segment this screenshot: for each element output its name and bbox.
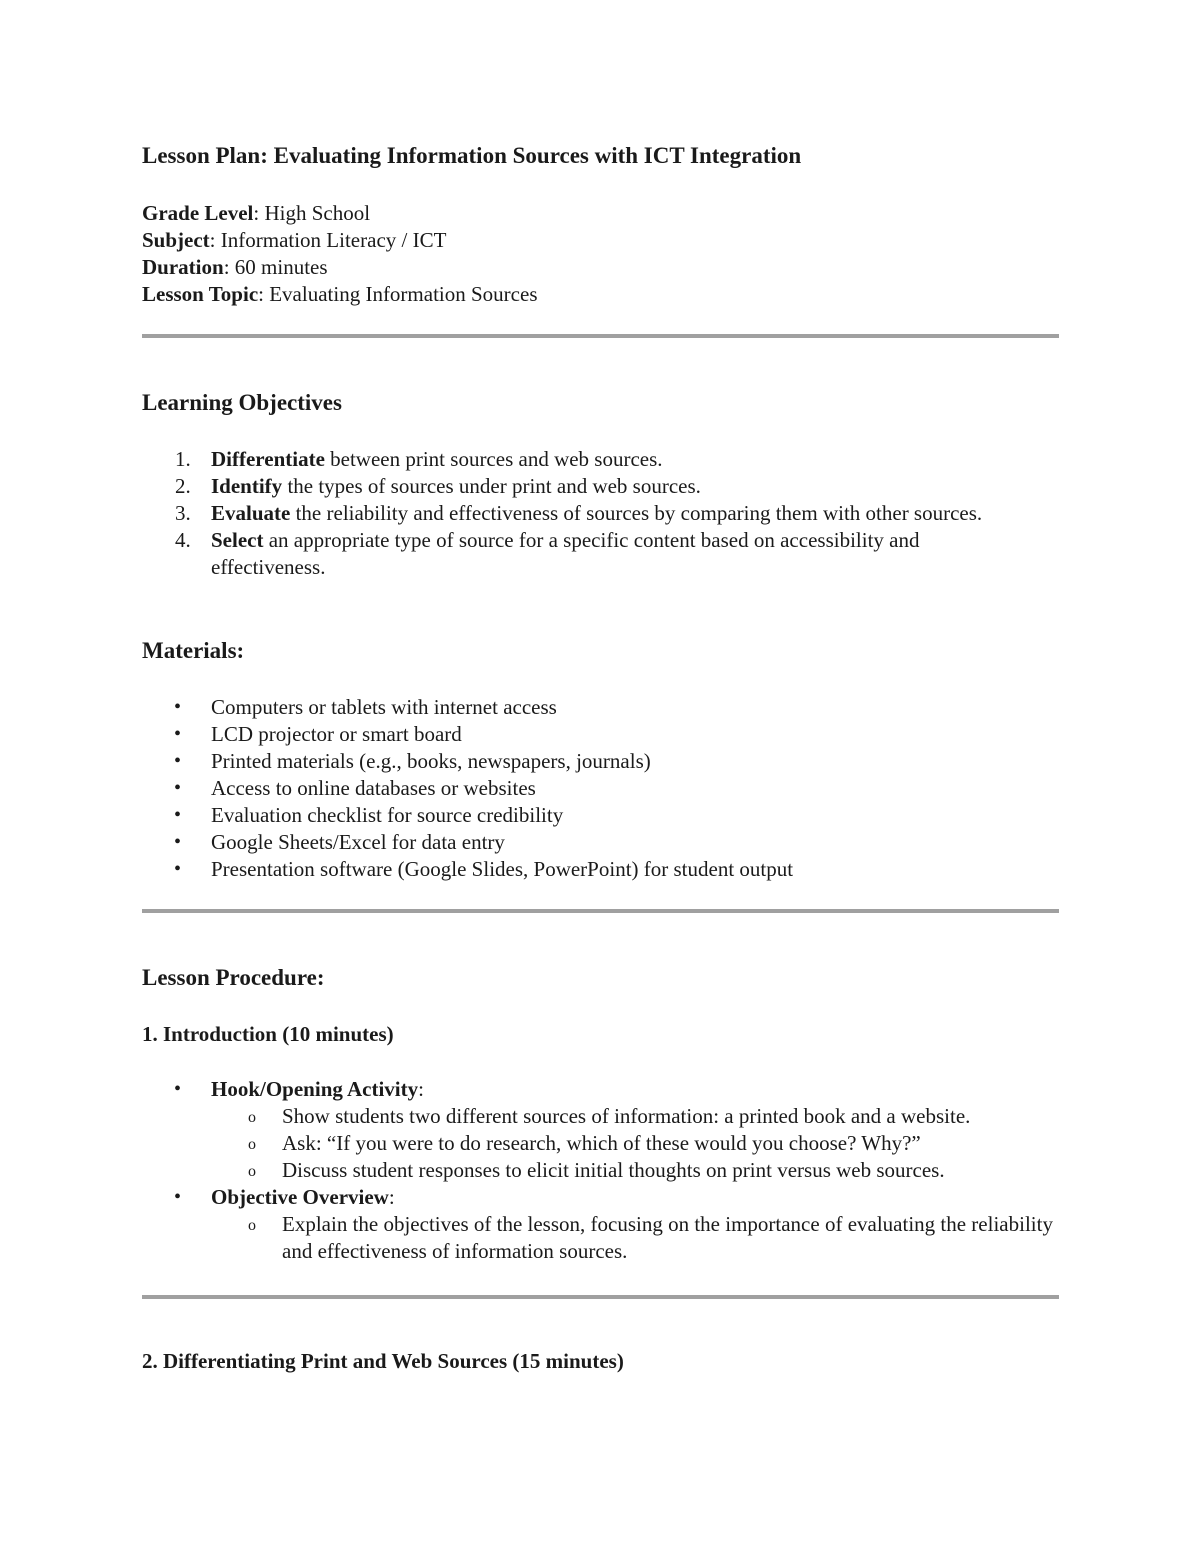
objective-text: the reliability and effectiveness of sources by comparing them with other sources. [290, 501, 983, 525]
bullet-icon: • [174, 804, 182, 826]
materials-list [142, 694, 1059, 883]
hook-label: Hook/Opening Activity [211, 1077, 419, 1101]
material-text: LCD projector or smart board [211, 722, 462, 746]
document-title: Lesson Plan: Evaluating Information Sources with ICT Integration [142, 143, 802, 168]
bullet-icon: • [174, 777, 182, 799]
material-item [142, 748, 1059, 775]
sub-bullet-icon: o [248, 1163, 256, 1180]
list-number: 2. [175, 474, 191, 498]
sub-item-text: Explain the objectives of the lesson, focusing on the importance of evaluating the reliability and effectiveness of information sources. [282, 1212, 1053, 1263]
bullet-icon: • [174, 1078, 182, 1100]
material-item [142, 856, 1059, 883]
sub-item-text: Ask: “If you were to do research, which of these would you choose? Why?” [282, 1131, 921, 1155]
hook-colon: : [418, 1077, 424, 1101]
material-text: Computers or tablets with internet access [211, 695, 557, 719]
overview-sub-item [142, 1211, 1059, 1265]
material-text: Access to online databases or websites [211, 776, 536, 800]
materials-heading: Materials: [142, 638, 245, 663]
bullet-icon: • [174, 858, 182, 880]
procedure-item-overview [142, 1184, 1059, 1211]
objective-item [142, 446, 1059, 473]
meta-label: Subject [142, 228, 210, 252]
objectives-heading: Learning Objectives [142, 390, 342, 415]
lesson-meta [142, 200, 538, 308]
procedure-heading: Lesson Procedure: [142, 965, 325, 990]
list-number: 1. [175, 447, 191, 471]
objective-verb: Evaluate [211, 501, 291, 525]
sub-item-text: Show students two different sources of information: a printed book and a website. [282, 1104, 971, 1128]
sub-bullet-icon: o [248, 1136, 256, 1153]
meta-duration [142, 254, 538, 281]
objective-item [142, 473, 1059, 500]
introduction-list [142, 1076, 1059, 1265]
meta-value: : High School [253, 201, 371, 225]
sub-bullet-icon: o [248, 1109, 256, 1126]
objective-text: an appropriate type of source for a specific content based on accessibility and effectiveness. [211, 528, 920, 579]
bullet-icon: • [174, 1186, 182, 1208]
overview-colon: : [388, 1185, 395, 1209]
bullet-icon: • [174, 696, 182, 718]
material-item [142, 775, 1059, 802]
material-text: Presentation software (Google Slides, PowerPoint) for student output [211, 857, 794, 881]
hook-sub-item [142, 1103, 1059, 1130]
procedure-item-hook [142, 1076, 1059, 1103]
meta-label: Duration [142, 255, 224, 279]
meta-label: Grade Level [142, 201, 254, 225]
material-text: Evaluation checklist for source credibility [211, 803, 564, 827]
section-2-heading: 2. Differentiating Print and Web Sources (15 minutes) [142, 1349, 624, 1373]
hook-sub-item [142, 1157, 1059, 1184]
bullet-icon: • [174, 831, 182, 853]
meta-value: : Information Literacy / ICT [209, 228, 447, 252]
sub-bullet-icon: o [248, 1217, 256, 1234]
objectives-list [142, 446, 1059, 581]
meta-subject [142, 227, 538, 254]
material-text: Printed materials (e.g., books, newspapers, journals) [211, 749, 651, 773]
objective-verb: Identify [211, 474, 283, 498]
material-item [142, 829, 1059, 856]
introduction-heading: 1. Introduction (10 minutes) [142, 1022, 394, 1046]
material-item [142, 721, 1059, 748]
horizontal-divider [142, 1295, 1059, 1299]
meta-value: : 60 minutes [223, 255, 328, 279]
objective-verb: Select [211, 528, 264, 552]
list-number: 3. [175, 501, 191, 525]
hook-sub-item [142, 1130, 1059, 1157]
meta-value: : Evaluating Information Sources [258, 282, 538, 306]
material-item [142, 802, 1059, 829]
overview-label: Objective Overview [211, 1185, 389, 1209]
meta-lesson-topic [142, 281, 538, 308]
objective-text: the types of sources under print and web sources. [282, 474, 701, 498]
material-text: Google Sheets/Excel for data entry [211, 830, 505, 854]
objective-item [142, 500, 1059, 527]
objective-verb: Differentiate [211, 447, 325, 471]
bullet-icon: • [174, 723, 182, 745]
meta-grade-level [142, 200, 538, 227]
meta-label: Lesson Topic [142, 282, 259, 306]
sub-item-text: Discuss student responses to elicit initial thoughts on print versus web sources. [282, 1158, 945, 1182]
horizontal-divider [142, 909, 1059, 913]
list-number: 4. [175, 528, 191, 552]
material-item [142, 694, 1059, 721]
horizontal-divider [142, 334, 1059, 338]
objective-item [142, 527, 1059, 581]
objective-text: between print sources and web sources. [324, 447, 663, 471]
bullet-icon: • [174, 750, 182, 772]
